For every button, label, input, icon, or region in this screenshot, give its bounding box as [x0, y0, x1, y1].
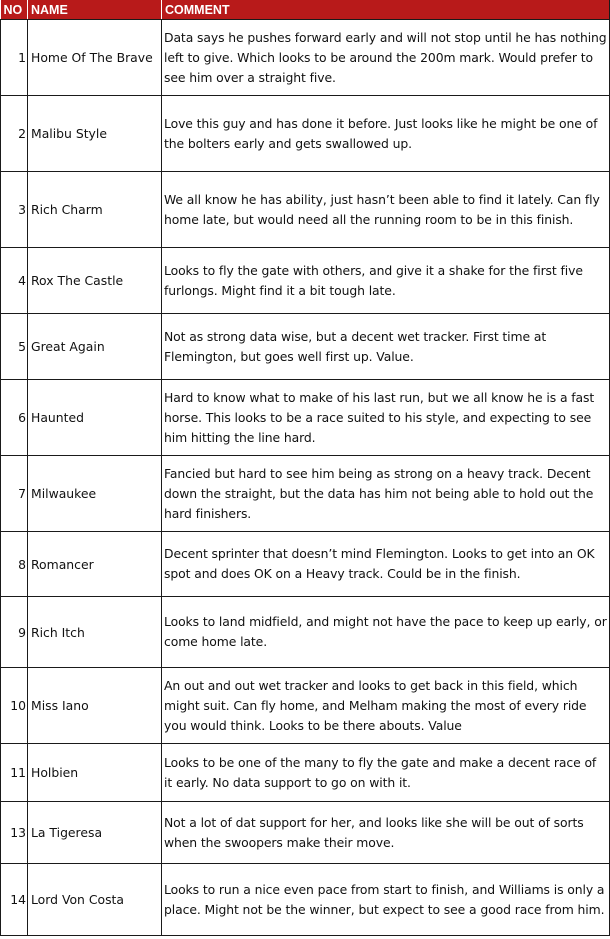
runner-comment: Looks to run a nice even pace from start to finish, and Williams is only a place. Might not be the winner, but expect to see a good race from him. — [162, 864, 610, 936]
runner-name: Lord Von Costa — [28, 864, 162, 936]
runner-name: Home Of The Brave — [28, 20, 162, 96]
runner-comment: Hard to know what to make of his last run, but we all know he is a fast horse. This looks to be a race suited to his style, and expecting to see him hitting the line hard. — [162, 380, 610, 456]
runner-comment: Looks to be one of the many to fly the gate and make a decent race of it early. No data support to go on with it. — [162, 744, 610, 802]
header-comment: COMMENT — [162, 0, 610, 20]
runner-name: Holbien — [28, 744, 162, 802]
runner-number: 2 — [1, 96, 28, 172]
runner-name: Romancer — [28, 532, 162, 597]
runner-number: 3 — [1, 172, 28, 248]
runner-comment: Looks to land midfield, and might not have the pace to keep up early, or come home late. — [162, 597, 610, 668]
runner-number: 9 — [1, 597, 28, 668]
table-row — [1, 172, 610, 248]
table-row — [1, 532, 610, 597]
header-name: NAME — [28, 0, 162, 20]
runner-name: Rox The Castle — [28, 248, 162, 314]
runner-name: La Tigeresa — [28, 802, 162, 864]
runner-comment: Looks to fly the gate with others, and give it a shake for the first five furlongs. Might find it a bit tough late. — [162, 248, 610, 314]
runner-number: 5 — [1, 314, 28, 380]
header-no: NO — [1, 0, 28, 20]
table-row — [1, 864, 610, 936]
runner-comment: Not as strong data wise, but a decent wet tracker. First time at Flemington, but goes well first up. Value. — [162, 314, 610, 380]
runner-number: 13 — [1, 802, 28, 864]
runner-name: Rich Charm — [28, 172, 162, 248]
runner-comment: Not a lot of dat support for her, and looks like she will be out of sorts when the swoopers make their move. — [162, 802, 610, 864]
table-row — [1, 597, 610, 668]
runner-name: Milwaukee — [28, 456, 162, 532]
runner-name: Haunted — [28, 380, 162, 456]
runner-number: 7 — [1, 456, 28, 532]
runner-comment: Decent sprinter that doesn’t mind Flemington. Looks to get into an OK spot and does OK on a Heavy track. Could be in the finish. — [162, 532, 610, 597]
runner-number: 6 — [1, 380, 28, 456]
runner-number: 4 — [1, 248, 28, 314]
table-row — [1, 380, 610, 456]
table-row — [1, 744, 610, 802]
table-row — [1, 456, 610, 532]
table-row — [1, 20, 610, 96]
runner-name: Rich Itch — [28, 597, 162, 668]
runner-comment: We all know he has ability, just hasn’t been able to find it lately. Can fly home late, but would need all the running room to be in this finish. — [162, 172, 610, 248]
runner-name: Great Again — [28, 314, 162, 380]
table-row — [1, 248, 610, 314]
table-row — [1, 668, 610, 744]
runner-name: Miss Iano — [28, 668, 162, 744]
runner-name: Malibu Style — [28, 96, 162, 172]
runner-comment: Love this guy and has done it before. Just looks like he might be one of the bolters early and gets swallowed up. — [162, 96, 610, 172]
table-row — [1, 802, 610, 864]
runner-comment: Data says he pushes forward early and will not stop until he has nothing left to give. Which looks to be around the 200m mark. Would prefer to see him over a straight five. — [162, 20, 610, 96]
runner-comment: Fancied but hard to see him being as strong on a heavy track. Decent down the straight, but the data has him not being able to hold out the hard finishers. — [162, 456, 610, 532]
runner-number: 8 — [1, 532, 28, 597]
table-row — [1, 96, 610, 172]
runner-number: 1 — [1, 20, 28, 96]
runner-number: 10 — [1, 668, 28, 744]
header-row — [1, 0, 610, 20]
runner-number: 11 — [1, 744, 28, 802]
table-row — [1, 314, 610, 380]
runner-number: 14 — [1, 864, 28, 936]
runner-comment: An out and out wet tracker and looks to get back in this field, which might suit. Can fly home, and Melham making the most of every ride you would think. Looks to be there abouts. Value — [162, 668, 610, 744]
